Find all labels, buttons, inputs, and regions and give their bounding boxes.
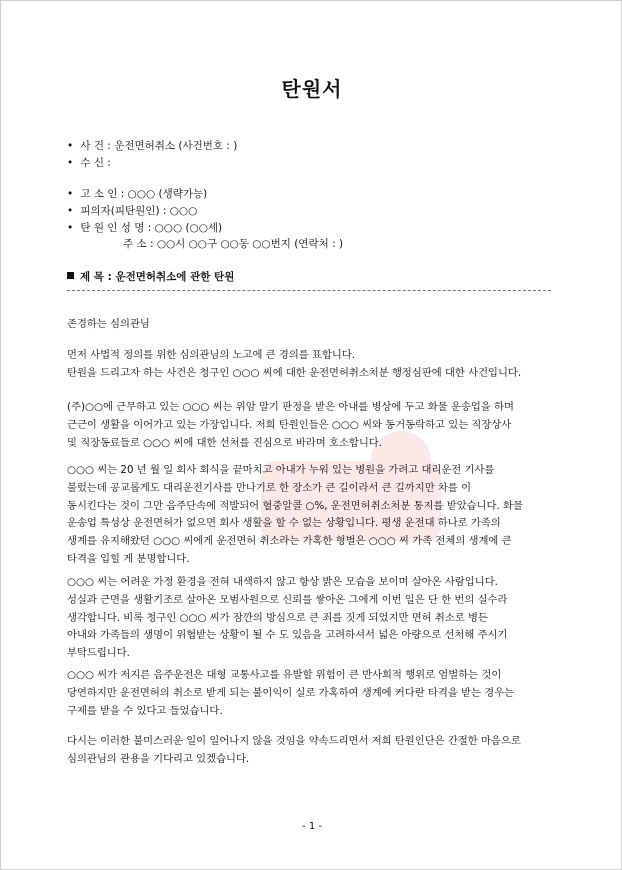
info-address [123,237,343,251]
case-value: 운전면허취소 (사건번호 : ) [114,140,238,152]
text-line: 구제를 받을 수 있다고 들었습니다. [67,704,223,717]
text-line: 불렀는데 공교롭게도 대리운전기사를 만나기로 한 장소가 큰 길이라서 큰 길까지만 차를 이 [67,481,472,494]
info-plaintiff [67,187,207,201]
case-label: 사 건 : [80,140,111,152]
text-line: 아내와 가족들의 생명이 위협받는 상황이 될 수 도 있음을 고려하셔서 넓은 아량으로 선처해 주시기 [67,629,508,642]
info-case [67,139,237,153]
bullet-icon: • [67,157,74,169]
document-title: 탄원서 [281,77,343,101]
salutation-text: 존경하는 심의관님 [67,318,150,330]
subject-line [67,269,234,284]
paragraph-5 [67,667,551,720]
info-recipient [67,156,111,170]
paragraph-2 [67,399,551,452]
text-line: 근근이 생활을 이어가고 있는 가장입니다. 저희 탄원인들은 ○○○ 씨와 동거동락하고 있는 직장상사 [67,418,512,431]
text-line: (주)○○에 근무하고 있는 ○○○ 씨는 위암 말기 판정을 받은 아내를 병상에 두고 화물 운송업을 하며 [67,401,514,413]
subject-text: 제 목 : 운전면허취소에 관한 탄원 [80,271,235,283]
bullet-icon: • [67,222,74,234]
text-line: 성실과 근면을 생활기조로 살아온 모범사원으로 신뢰를 쌓아온 그에게 이번 일은 단 한 번의 실수라 [67,593,508,606]
text-line: ○○○ 씨는 어려운 가정 환경을 전혀 내색하지 않고 항상 밝은 모습을 보이며 살아온 사람입니다. [67,576,498,588]
paragraph-1 [67,347,551,383]
petitioner-label: 탄 원 인 성 명 : [80,222,152,234]
paragraph-3 [67,462,551,569]
text-line: 탄원을 드리고자 하는 사건은 청구인 ○○○ 씨에 대한 운전면허취소처분 행정심판에 대한 사건입니다. [67,366,522,379]
bullet-icon: • [67,205,74,217]
petitioner-value: ○○○ (○○세) [154,222,223,234]
recipient-label: 수 신 : [80,157,111,169]
text-line: 심의관님의 관용을 기다리고 있겠습니다. [67,752,250,765]
paragraph-4 [67,574,551,663]
text-line: 생계를 유지해왔던 ○○○ 씨에게 운전면허 취소라는 가혹한 형벌은 ○○○ 씨 가족 전체의 생계에 큰 [67,535,512,548]
square-bullet-icon [67,272,74,279]
defendant-label: 피의자(피탄원인) : [80,205,167,217]
text-line: ○○○ 씨가 저지른 음주운전은 대형 교통사고를 유발할 위험이 큰 반사회적 행위로 엄벌하는 것이 [67,669,502,681]
dashed-divider [67,290,551,291]
text-line: 부탁드립니다. [67,647,130,660]
defendant-value: ○○○ [169,205,198,217]
text-line: ○○○ 씨는 20 년 월 일 회사 회식을 끝마치고 아내가 누워 있는 병원을 가려고 대리운전 기사를 [67,464,495,476]
plaintiff-label: 고 소 인 : [80,188,125,200]
page-number: - 1 - [302,821,322,832]
text-line: 생각합니다. 비록 청구인 ○○○ 씨가 잠깐의 방심으로 큰 죄를 짓게 되었지만 면허 취소로 병든 [67,611,488,624]
text-line: 타격을 입힐 게 분명합니다. [67,552,190,565]
address-value: ○○시 ○○구 ○○동 ○○번지 (연락처 : ) [156,238,344,250]
salutation [67,316,551,334]
paragraph-6 [67,733,551,769]
address-label: 주 소 : [123,238,154,250]
text-line: 먼저 사법적 정의를 위한 심의관님의 노고에 큰 경의를 표합니다. [67,349,356,361]
text-line: 당연하지만 운전면허의 취소로 받게 되는 불이익이 실로 가혹하여 생계에 커다란 타격을 받는 경우는 [67,686,515,699]
text-line: 동시킨다는 것이 그만 음주단속에 적발되어 혈중알콜 ○%, 운전면허취소처분 통지를 받았습니다. 화물 [67,499,523,512]
info-defendant [67,204,197,218]
plaintiff-value: ○○○ (생략가능) [127,188,208,200]
text-line: 운송업 특성상 운전면허가 없으면 회사 생활을 할 수 없는 상황입니다. 평생 운전대 하나로 가족의 [67,517,501,530]
text-line: 다시는 이러한 불미스러운 일이 일어나지 않을 것임을 약속드리면서 저희 탄원인단은 간절한 마음으로 [67,735,521,747]
bullet-icon: • [67,188,74,200]
text-line: 및 직장동료들로 ○○○ 씨에 대한 선처를 진심으로 바라며 호소합니다. [67,436,383,449]
bullet-icon: • [67,140,74,152]
info-petitioner [67,221,222,235]
